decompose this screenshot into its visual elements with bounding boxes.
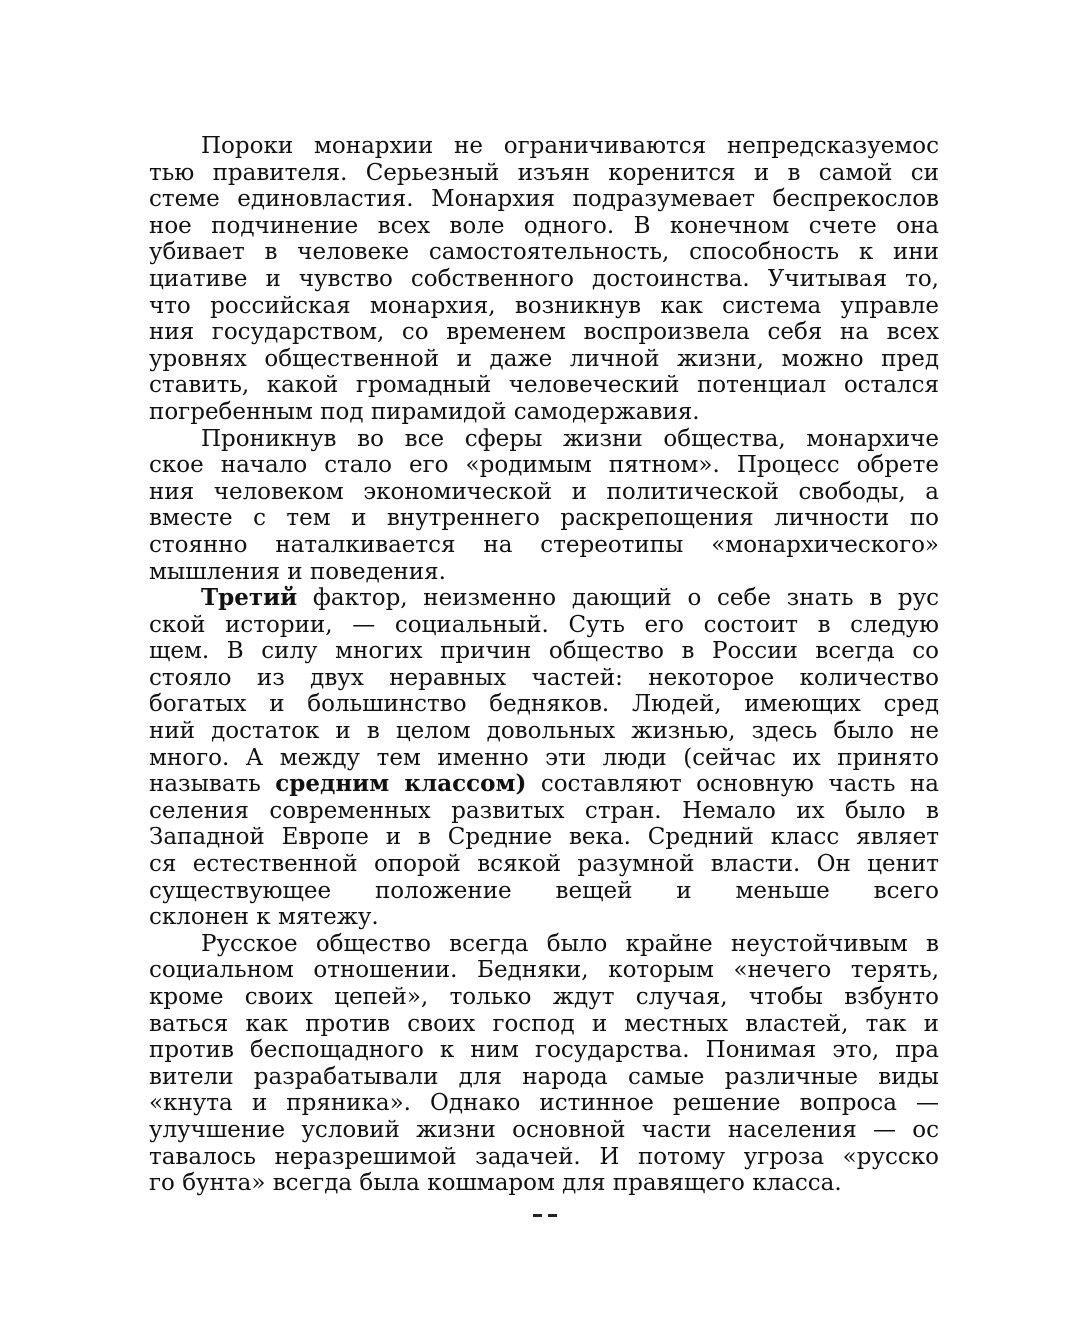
text-line: Пороки монархии не ограничиваются непредсказуемос xyxy=(201,133,939,159)
text-line: ставить, какой громадный человеческий потенциал остался xyxy=(149,372,939,399)
paragraph xyxy=(149,585,939,931)
text-line: Русское общество всегда было крайне неустойчивым в xyxy=(201,930,939,957)
page-number-stroke xyxy=(548,1214,557,1217)
text-line: ное подчинение всех воле одного. В конечном счете она xyxy=(149,212,939,239)
page-number-stroke xyxy=(533,1214,542,1217)
text-line: стоянно наталкивается на стереотипы «монархического» xyxy=(149,531,939,558)
text-line: вители разрабатывали для народа самые различные виды xyxy=(149,1063,939,1090)
text-line: существующее положение вещей и меньше всего xyxy=(149,877,939,904)
text-line: циативе и чувство собственного достоинства. Учитывая то, xyxy=(149,265,939,292)
text-line: кроме своих цепей», только ждут случая, чтобы взбунто xyxy=(149,984,939,1010)
text-line: погребенным под пирамидой самодержавия. xyxy=(149,398,700,425)
text-line: ний достаток и в целом довольных жизнью, здесь было не xyxy=(149,718,939,745)
text-line: стеме единовластия. Монархия подразумевает беспрекослов xyxy=(149,186,939,213)
text-line: тью правителя. Серьезный изъян коренится и в самой си xyxy=(149,159,939,186)
text-line: что российская монархия, возникнув как система управле xyxy=(149,292,939,319)
paragraph xyxy=(149,931,939,1197)
bold-term: Третий xyxy=(201,585,298,612)
text-line: стояло из двух неравных частей: некоторое количество xyxy=(149,664,939,691)
text-line: уровнях общественной и даже личной жизни, можно пред xyxy=(149,345,939,372)
text-line xyxy=(149,585,939,612)
text-line: го бунта» всегда была кошмаром для правящего класса. xyxy=(149,1170,842,1197)
text-line: тавалось неразрешимой задачей. И потому угроза «русско xyxy=(149,1143,939,1170)
page-number-fragment xyxy=(533,1212,557,1218)
text-line: ваться как против своих господ и местных властей, так и xyxy=(149,1010,939,1037)
paragraph xyxy=(149,426,939,586)
text-run: называть xyxy=(149,771,276,798)
text-line: убивает в человеке самостоятельность, способность к ини xyxy=(149,239,939,266)
text-line: ской истории, — социальный. Суть его состоит в следую xyxy=(149,611,939,638)
text-line: ское начало стало его «родимым пятном». Процесс обрете xyxy=(149,452,939,479)
text-line: селения современных развитых стран. Немало их было в xyxy=(149,797,939,824)
text-line: ся естественной опорой всякой разумной власти. Он ценит xyxy=(149,851,939,878)
text-line: социальном отношении. Бедняки, которым «нечего терять, xyxy=(149,957,939,984)
text-line: Западной Европе и в Средние века. Средний класс являет xyxy=(149,824,939,851)
text-line: щем. В силу многих причин общество в России всегда со xyxy=(149,638,939,665)
text-line: вместе с тем и внутреннего раскрепощения личности по xyxy=(149,505,939,532)
document-body xyxy=(149,133,939,1197)
bold-term: средним классом) xyxy=(275,771,527,798)
text-line: «кнута и пряника». Однако истинное решение вопроса — xyxy=(149,1090,939,1117)
paragraph xyxy=(149,133,939,426)
text-line: ния государством, со временем воспроизвела себя на всех xyxy=(149,319,939,346)
text-line: богатых и большинство бедняков. Людей, имеющих сред xyxy=(149,691,939,718)
text-line xyxy=(149,771,939,798)
text-run: составляют основную часть на xyxy=(526,771,939,798)
text-line: много. А между тем именно эти люди (сейчас их принято xyxy=(149,744,939,771)
text-line: против беспощадного к ним государства. Понимая это, пра xyxy=(149,1037,939,1064)
text-run: фактор, неизменно дающий о себе знать в рус xyxy=(297,585,939,612)
text-line: склонен к мятежу. xyxy=(149,904,379,931)
text-line: мышления и поведения. xyxy=(149,558,446,585)
text-line: ния человеком экономической и политической свободы, а xyxy=(149,478,939,505)
text-line: Проникнув во все сферы жизни общества, монархиче xyxy=(201,425,939,452)
text-line: улучшение условий жизни основной части населения — ос xyxy=(149,1116,939,1143)
